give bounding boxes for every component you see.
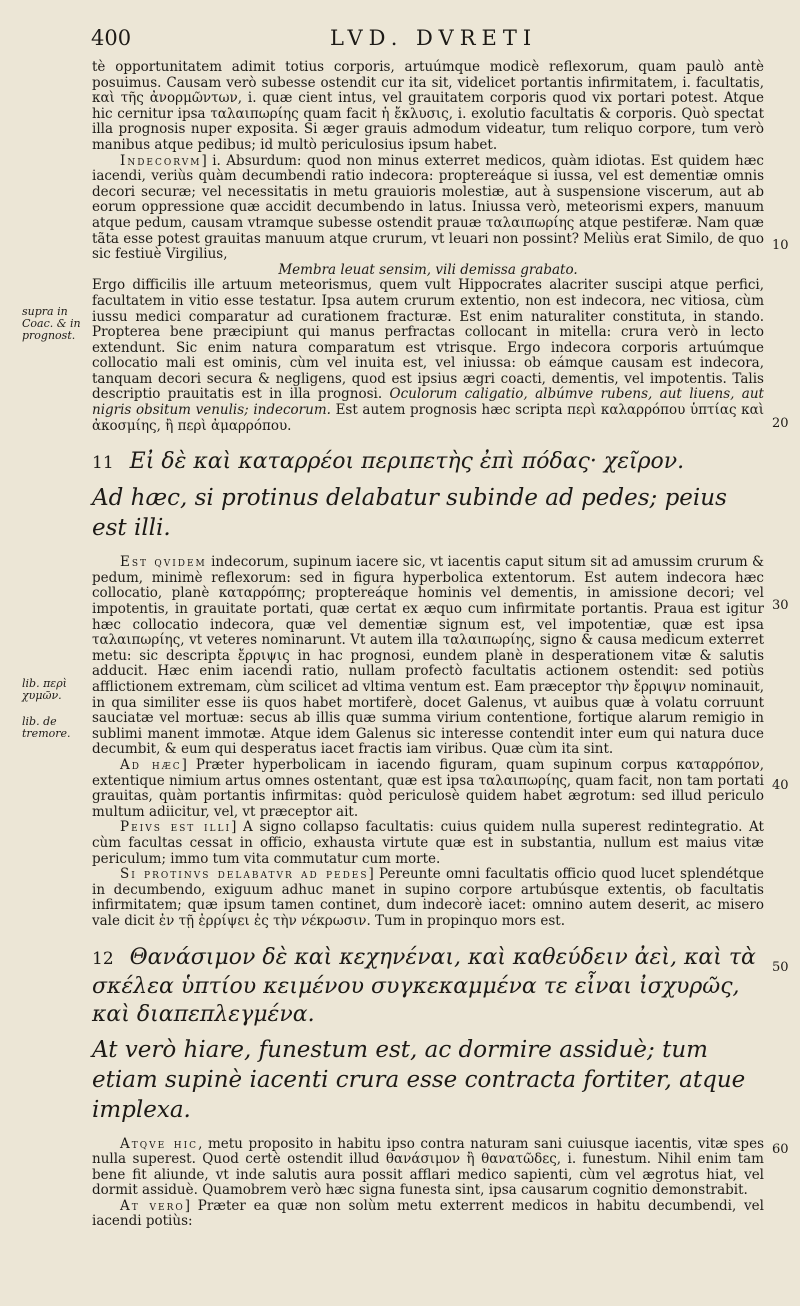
running-head: LVD. DVRETI — [330, 26, 538, 50]
paragraph-text: ] Pereunte omni facultatis officio quod lucet splendétque in decumbendo, exiguum adhuc manet in supino corpore artubúsque extentis, ob facultatis infirmitatem; quæ ipsum tamen continet, dum indecorè iacet: omnino autem deserit, ac misero vale dicit ἐν τῇ ἐρρίψει ἐς τὴν νέκρωσιν. Tum in propinquo mors est. — [92, 866, 765, 929]
lemma: Est qvidem — [120, 554, 207, 571]
page-number: 400 — [91, 26, 132, 50]
margin-note: lib. περὶ χυμῶν. — [22, 677, 67, 702]
paragraph — [92, 1199, 764, 1230]
paragraph-text: , metu proposito in habitu ipso contra naturam sani cuiusque iacentis, vitæ spes nulla superest. Quod certè ostendit illud θανάσιμον ἢ θανατῶδες, i. funestum. Nihil enim tam bene fit aliunde, vt inde salutis aura possit afflari medico sapienti, cùm vel ægrotus hiat, vel dormit assiduè. Quamobrem verò hæc signa funesta sint, ipsa causarum cognitio demonstrabit. — [92, 1135, 764, 1199]
lemma: Indecorvm — [120, 152, 202, 169]
aphorism-number: 11 — [92, 453, 114, 474]
line-number: 40 — [772, 778, 789, 793]
inline-quote: Oculorum caligatio, albúmve rubens, aut liuens, aut nigris obsitum venulis; indecorum. — [92, 386, 764, 419]
paragraph-text: ] i. Absurdum: quod non minus exterret medicos, quàm idiotas. Est quidem hæc iacendi, veriùs quàm decumbendi ratio indecora: proptereáque si iussa, vel est dementiæ omnis decori securæ; vel necessitatis in metu grauioris molestiæ, aut à suspensione viscerum, aut ab eorum oppressione quæ accidit decumbendo in latus. Iniussa verò, meteorismi expers, manuum atque pedum, causam vtramque subesse ostendit prauæ ταλαιπωρίης atque pestiferæ. Nam quæ tãta esse potest grauitas manuum atque crurum, vt leuari non possint? Meliùs erat Similo, de quo sic festiuè Virgilius, — [92, 152, 764, 263]
margin-note: lib. de tremore. — [22, 715, 71, 740]
paragraph-text: ] Præter ea quæ non solùm metu exterrent medicos in habitu decumbendi, vel iacendi potiùs: — [92, 1197, 764, 1230]
aphorism-number: 12 — [92, 948, 114, 969]
latin-aphorism-heading: Ad hæc, si protinus delabatur subinde ad pedes; peius est illi. — [92, 485, 727, 542]
lemma: Si protinvs delabatvr ad pedes — [120, 866, 369, 883]
line-number: 60 — [772, 1142, 789, 1157]
paragraph — [92, 820, 764, 867]
margin-note: supra in Coac. & in prognost. — [22, 305, 81, 342]
greek-text: Εἰ δὲ καὶ καταρρέοι περιπετὴς ἐπὶ πόδας· χεῖρον. — [129, 449, 685, 475]
verse-quote: Membra leuat sensim, vili demissa grabato. — [278, 261, 578, 278]
paragraph-text: ] Præter hyperbolicam in iacendo figuram, quam supinum corpus καταρρόπον, extentique nimium artus omnes ostentant, quæ est ipsa ταλαιπωρίης, quam facit, non tam portati grauitas, quàm portantis infirmitas: quòd periculosè quidem habet ægrotum: sed illud periculo multum adiicitur, vel, vt præceptor ait. — [92, 756, 764, 820]
paragraph-text: ] A signo collapso facultatis: cuius quidem nulla superest redintegratio. At cùm facultas cessat in officio, exhausta virtute quæ est in substantia, nullum est maius vitæ periculum; immo tum vita commutatur cum morte. — [92, 819, 764, 867]
paragraph — [92, 867, 764, 929]
latin-aphorism-heading: At verò hiare, funestum est, ac dormire assiduè; tum etiam supinè iacenti crura esse contracta fortiter, atque implexa. — [92, 1036, 746, 1123]
lemma: At vero — [120, 1197, 185, 1214]
page-header — [0, 26, 800, 54]
lemma: Peivs est illi — [120, 819, 232, 836]
paragraph: tè opportunitatem adimit totius corporis, artuúmque modicè reflexorum, quam paulò antè posuimus. Causam verò subesse ostendit cur ita sit, videlicet portantis infirmitatem, i. facultatis, καὶ τῆς ἀνορμῶντων, i. quæ cient intus, vel grauitatem corporis quod vix portari potest. Atque hic cernitur ipsa ταλαιπωρίης quam facit ἡ ἔκλυσις, i. exolutio facultatis & corporis. Quò spectat illa prognosis nuper exposita. Si æger grauis admodum videatur, tum reliquo corpore, tum verò manibus atque pedibus; id multò periculosius ipsum habet. — [92, 59, 764, 153]
paragraph-text: Est autem prognosis hæc scripta περὶ καλαρρόπου ὑπτίας καὶ ἀκοσμίης, ἢ περὶ ἀμαρρόπου. — [92, 402, 764, 434]
lemma: Ad hæc — [120, 756, 182, 773]
paragraph-text: indecorum, supinum iacere sic, vt iacentis caput situm sit ad amussim crurum & pedum, minimè reflexorum: sed in figura hyperbolica extentorum. Est autem indecora hæc collocatio, planè καταρρόπης; proptereáque hominis vel dementis, in amissione decori; vel impotentis, in grauitate portati, quæ certat ex æquo cum infirmitate portantis. Praua est igitur hæc collocatio indecora, quæ vel dementiæ signum est, vel impotentiæ, quæ est ipsa ταλαιπωρίης, vt veteres nominarunt. Vt autem illa ταλαιπωρίης, signo & causa medicum exterret metu: sic descripta ἔρριψις in hac prognosi, eundem planè in desperationem vitæ & salutis adducit. Hæc enim iacendi ratio, nullam profectò facultatis actionem ostendit: sed potiùs afflictionem extremam, cùm scilicet ad vltima ventum est. Eam præceptor τὴν ἔρριψιν nominauit, in qua similiter esse iis quos habet mortiferè, docet Galenus, vt auibus quæ à volatu corruunt sauciatæ vel mortuæ: secus ab illis quæ summa virium contentione, fortique alarum remigio in sublimi manent immotæ. Atque idem Galenus sic interesse contendit inter eum qui natura duce decumbit, & eum qui desperatus iacet fractis iam viribus. Quæ cùm ita sint. — [92, 554, 764, 758]
paragraph — [92, 758, 764, 820]
paragraph — [92, 555, 764, 758]
line-number: 10 — [772, 238, 789, 253]
greek-text: Θανάσιμον δὲ καὶ κεχηνέναι, καὶ καθεύδειν ἀεὶ, καὶ τὰ σκέλεα ὑπτίου κειμένου συγκεκαμμένα τε εἶναι ἰσχυρῶς, καὶ διαπεπλεγμένα. — [92, 944, 756, 1027]
greek-aphorism-heading — [92, 448, 764, 477]
paragraph — [92, 154, 764, 263]
line-number: 20 — [772, 416, 789, 431]
line-number: 30 — [772, 598, 789, 613]
line-number: 50 — [772, 960, 789, 975]
paragraph — [92, 278, 764, 434]
lemma: Atqve hic — [120, 1135, 199, 1152]
greek-aphorism-heading — [92, 944, 764, 1029]
paragraph — [92, 1137, 764, 1199]
paragraph-text: Ergo difficilis ille artuum meteorismus, quem vult Hippocrates alacriter suscipi atque perfici, facultatem in vitio esse testatur. Ipsa autem crurum extentio, non est indecora, nec vitiosa, cùm iussu medici comparatur ad curationem fracturæ. Est enim naturaliter constituta, in stando. Propterea bene præcipiunt qui manus perfractas collocant in mitella: crura verò in lecto extendunt. Sic enim natura comparatum est vtrisque. Ergo indecora corporis artuúmque collocatio mali est ominis, cùm vel inuita est, vel iniussa: ob eámque causam est indecora, tanquam decori secura & negligens, quod est ipsius ægri coacti, dementis, vel impotentis. Talis descriptio prauitatis est in illa prognosi. — [92, 277, 764, 403]
main-text — [92, 60, 764, 1230]
